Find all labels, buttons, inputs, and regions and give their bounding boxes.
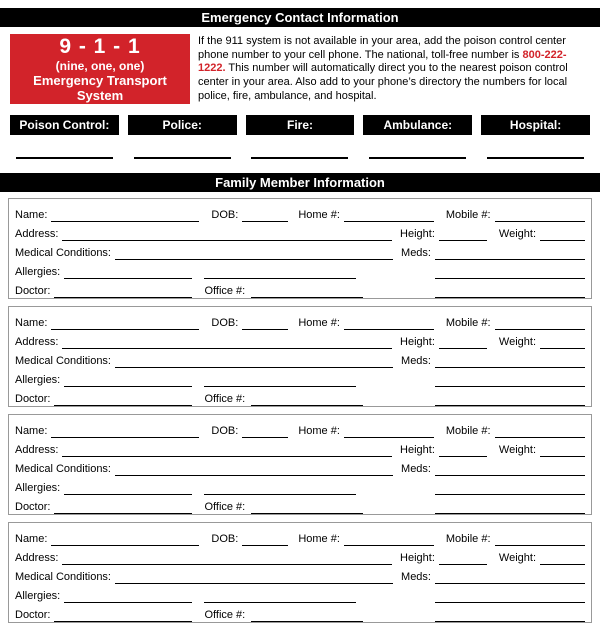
name-row — [15, 527, 585, 546]
contact-label-police: Police: — [128, 115, 237, 135]
weight-label: Weight: — [498, 444, 536, 456]
office-phone-label: Office #: — [204, 609, 246, 621]
call-box-subtitle: Emergency Transport System — [33, 72, 167, 103]
fire-fill-line[interactable] — [251, 157, 348, 159]
intro-section — [10, 34, 590, 104]
dob-label: DOB: — [211, 209, 239, 221]
doctor-label: Doctor: — [15, 285, 51, 297]
dob-fill-line[interactable] — [242, 533, 288, 546]
dob-label: DOB: — [211, 533, 239, 545]
allergies-fill-line[interactable] — [64, 374, 192, 387]
allergies-row — [15, 584, 585, 603]
address-row — [15, 546, 585, 565]
weight-label: Weight: — [498, 228, 536, 240]
height-fill-line[interactable] — [439, 552, 487, 565]
medical-conditions-label: Medical Conditions: — [15, 247, 111, 259]
address-row — [15, 438, 585, 457]
address-row — [15, 222, 585, 241]
medical-conditions-label: Medical Conditions: — [15, 355, 111, 367]
quick-contacts-fill-lines — [10, 157, 590, 159]
meds-fill-line-2[interactable] — [435, 266, 585, 279]
dob-label: DOB: — [211, 317, 239, 329]
dob-fill-line[interactable] — [242, 209, 288, 222]
address-fill-line[interactable] — [62, 336, 392, 349]
address-label: Address: — [15, 444, 59, 456]
emergency-911-box — [10, 34, 190, 104]
height-label: Height: — [400, 552, 435, 564]
meds-fill-line-3[interactable] — [435, 609, 585, 622]
mobile-phone-fill-line[interactable] — [495, 425, 585, 438]
medical-conditions-row — [15, 457, 585, 476]
address-fill-line[interactable] — [62, 552, 392, 565]
home-phone-fill-line[interactable] — [344, 425, 434, 438]
meds-fill-line[interactable] — [435, 463, 585, 476]
mobile-phone-fill-line[interactable] — [495, 317, 585, 330]
family-section-bar — [0, 173, 600, 192]
police-fill-line[interactable] — [134, 157, 231, 159]
medical-conditions-fill-line[interactable] — [115, 463, 393, 476]
medical-conditions-row — [15, 241, 585, 260]
poison-control-instructions — [198, 34, 590, 104]
weight-label: Weight: — [498, 336, 536, 348]
contact-label-ambulance: Ambulance: — [363, 115, 472, 135]
ambulance-fill-line[interactable] — [369, 157, 466, 159]
medical-conditions-fill-line[interactable] — [115, 571, 393, 584]
name-label: Name: — [15, 209, 48, 221]
medical-conditions-label: Medical Conditions: — [15, 463, 111, 475]
doctor-row — [15, 279, 585, 298]
meds-label: Meds: — [401, 571, 431, 583]
mobile-phone-label: Mobile #: — [445, 533, 491, 545]
poison-control-phone-number: 800-222-1222. — [198, 48, 567, 75]
doctor-row — [15, 495, 585, 514]
medical-conditions-label: Medical Conditions: — [15, 571, 111, 583]
dob-fill-line[interactable] — [242, 317, 288, 330]
allergies-fill-line[interactable] — [64, 482, 192, 495]
office-phone-label: Office #: — [204, 501, 246, 513]
hospital-fill-line[interactable] — [487, 157, 584, 159]
name-fill-line[interactable] — [51, 209, 199, 222]
doctor-row — [15, 387, 585, 406]
poison-control-fill-line[interactable] — [16, 157, 113, 159]
name-label: Name: — [15, 533, 48, 545]
quick-contacts-row — [10, 115, 590, 135]
name-fill-line[interactable] — [51, 317, 199, 330]
address-label: Address: — [15, 552, 59, 564]
address-fill-line[interactable] — [62, 228, 392, 241]
contact-label-poison-control: Poison Control: — [10, 115, 119, 135]
home-phone-label: Home #: — [298, 209, 340, 221]
doctor-fill-line[interactable] — [54, 285, 192, 298]
doctor-fill-line[interactable] — [54, 501, 192, 514]
address-label: Address: — [15, 228, 59, 240]
mobile-phone-label: Mobile #: — [445, 317, 491, 329]
doctor-label: Doctor: — [15, 393, 51, 405]
doctor-row — [15, 603, 585, 622]
family-member-box — [8, 198, 592, 299]
name-fill-line[interactable] — [51, 425, 199, 438]
weight-fill-line[interactable] — [540, 552, 585, 565]
allergies-fill-line-2[interactable] — [204, 482, 356, 495]
allergies-row — [15, 368, 585, 387]
family-section-title: Family Member Information — [215, 175, 385, 190]
weight-fill-line[interactable] — [540, 336, 585, 349]
meds-fill-line-3[interactable] — [435, 501, 585, 514]
doctor-fill-line[interactable] — [54, 609, 192, 622]
allergies-fill-line[interactable] — [64, 266, 192, 279]
mobile-phone-fill-line[interactable] — [495, 209, 585, 222]
home-phone-fill-line[interactable] — [344, 209, 434, 222]
meds-fill-line-2[interactable] — [435, 482, 585, 495]
name-row — [15, 419, 585, 438]
height-label: Height: — [400, 444, 435, 456]
height-label: Height: — [400, 336, 435, 348]
meds-fill-line[interactable] — [435, 571, 585, 584]
doctor-label: Doctor: — [15, 501, 51, 513]
contact-label-fire: Fire: — [246, 115, 355, 135]
mobile-phone-fill-line[interactable] — [495, 533, 585, 546]
meds-fill-line[interactable] — [435, 355, 585, 368]
height-fill-line[interactable] — [439, 444, 487, 457]
office-phone-fill-line[interactable] — [251, 393, 363, 406]
allergies-label: Allergies: — [15, 266, 61, 278]
medical-conditions-row — [15, 349, 585, 368]
allergies-fill-line-2[interactable] — [204, 590, 356, 603]
family-members-list — [8, 198, 592, 623]
allergies-fill-line[interactable] — [64, 590, 192, 603]
meds-fill-line-2[interactable] — [435, 374, 585, 387]
doctor-fill-line[interactable] — [54, 393, 192, 406]
medical-conditions-fill-line[interactable] — [115, 355, 393, 368]
family-member-box — [8, 306, 592, 407]
allergies-label: Allergies: — [15, 590, 61, 602]
office-phone-fill-line[interactable] — [251, 285, 363, 298]
medical-conditions-fill-line[interactable] — [115, 247, 393, 260]
name-fill-line[interactable] — [51, 533, 199, 546]
contact-label-hospital: Hospital: — [481, 115, 590, 135]
allergies-row — [15, 260, 585, 279]
mobile-phone-label: Mobile #: — [445, 425, 491, 437]
allergies-fill-line-2[interactable] — [204, 374, 356, 387]
office-phone-label: Office #: — [204, 393, 246, 405]
meds-label: Meds: — [401, 355, 431, 367]
office-phone-fill-line[interactable] — [251, 609, 363, 622]
office-phone-fill-line[interactable] — [251, 501, 363, 514]
dob-label: DOB: — [211, 425, 239, 437]
dob-fill-line[interactable] — [242, 425, 288, 438]
call-number-phonetic: (nine, one, one) — [55, 58, 145, 73]
home-phone-label: Home #: — [298, 425, 340, 437]
meds-fill-line-2[interactable] — [435, 590, 585, 603]
instructions-text-before: If the 911 system is not available in your area, add the poison control center phone number to your cell phone. The national, toll-free number is — [198, 35, 566, 61]
family-member-box — [8, 414, 592, 515]
name-row — [15, 203, 585, 222]
allergies-label: Allergies: — [15, 482, 61, 494]
doctor-label: Doctor: — [15, 609, 51, 621]
office-phone-label: Office #: — [204, 285, 246, 297]
height-label: Height: — [400, 228, 435, 240]
weight-fill-line[interactable] — [540, 228, 585, 241]
name-row — [15, 311, 585, 330]
height-fill-line[interactable] — [439, 336, 487, 349]
meds-label: Meds: — [401, 247, 431, 259]
instructions-text-after: This number will automatically direct you to the nearest poison control center in your area. Also add to your phone’s directory the numbers for local police, fire, ambulance, and hospital. — [198, 62, 568, 102]
family-member-box — [8, 522, 592, 623]
weight-fill-line[interactable] — [540, 444, 585, 457]
name-label: Name: — [15, 317, 48, 329]
home-phone-fill-line[interactable] — [344, 317, 434, 330]
meds-fill-line-3[interactable] — [435, 393, 585, 406]
name-label: Name: — [15, 425, 48, 437]
meds-label: Meds: — [401, 463, 431, 475]
meds-fill-line[interactable] — [435, 247, 585, 260]
address-fill-line[interactable] — [62, 444, 392, 457]
allergies-label: Allergies: — [15, 374, 61, 386]
call-number: 9 - 1 - 1 — [59, 34, 141, 58]
allergies-fill-line-2[interactable] — [204, 266, 356, 279]
allergies-row — [15, 476, 585, 495]
address-label: Address: — [15, 336, 59, 348]
home-phone-label: Home #: — [298, 317, 340, 329]
home-phone-label: Home #: — [298, 533, 340, 545]
medical-conditions-row — [15, 565, 585, 584]
home-phone-fill-line[interactable] — [344, 533, 434, 546]
meds-fill-line-3[interactable] — [435, 285, 585, 298]
mobile-phone-label: Mobile #: — [445, 209, 491, 221]
weight-label: Weight: — [498, 552, 536, 564]
height-fill-line[interactable] — [439, 228, 487, 241]
page-title: Emergency Contact Information — [201, 10, 399, 25]
header-bar — [0, 8, 600, 27]
address-row — [15, 330, 585, 349]
